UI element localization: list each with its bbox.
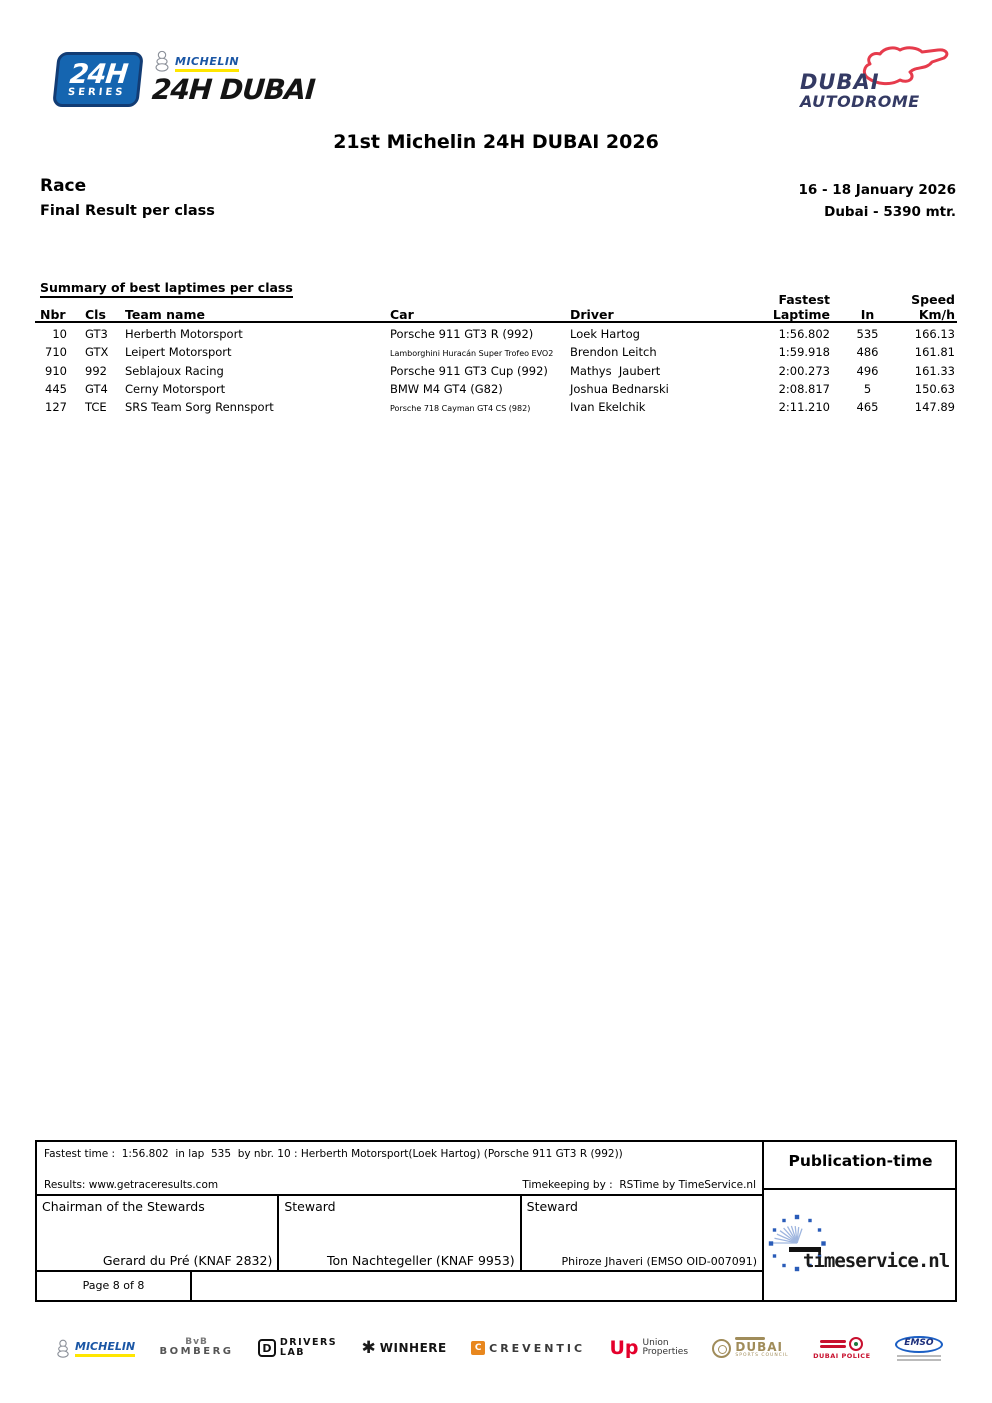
cell-in-lap: 5 bbox=[863, 382, 872, 396]
drivers-lab-line2: LAB bbox=[279, 1347, 306, 1358]
union-properties-line1: Union bbox=[642, 1337, 669, 1348]
bomberg-mark: BvB bbox=[185, 1337, 208, 1348]
col-header-kmh: Km/h bbox=[918, 307, 955, 322]
cell-in-lap: 486 bbox=[856, 345, 879, 359]
event-title: 21st Michelin 24H DUBAI 2026 bbox=[333, 131, 659, 153]
sponsor-winhere bbox=[362, 1338, 447, 1358]
cell-speed: 161.33 bbox=[914, 364, 955, 378]
session-label: Race bbox=[40, 176, 87, 196]
emso-subtext-decoration bbox=[897, 1355, 941, 1357]
cell-driver: Brendon Leitch bbox=[570, 345, 657, 359]
page-number: Page 8 of 8 bbox=[37, 1272, 192, 1300]
creventic-icon: C bbox=[471, 1341, 485, 1355]
table-row bbox=[35, 345, 957, 363]
cell-nbr: 445 bbox=[45, 382, 67, 396]
track-length: Dubai - 5390 mtr. bbox=[824, 204, 956, 220]
section-title: Summary of best laptimes per class bbox=[40, 280, 293, 298]
michelin-man-icon bbox=[55, 1339, 71, 1358]
cell-driver: Ivan Ekelchik bbox=[570, 400, 646, 414]
cell-driver: Joshua Bednarski bbox=[570, 382, 669, 396]
24h-series-logo-subtext: SERIES bbox=[67, 86, 127, 98]
publication-time-label: Publication-time bbox=[764, 1142, 957, 1190]
dubai-police-emblem bbox=[820, 1337, 863, 1351]
michelin-man-icon bbox=[152, 50, 172, 72]
cell-nbr: 910 bbox=[45, 364, 67, 378]
steward-name: Phiroze Jhaveri (EMSO OID-007091) bbox=[561, 1255, 757, 1268]
col-header-fastest: Fastest bbox=[778, 292, 830, 307]
dubai-sports-council-name: DUBAI bbox=[735, 1340, 784, 1355]
dubai-sports-council-sub: SPORTS COUNCIL bbox=[735, 1352, 789, 1358]
michelin-24h-dubai-logo bbox=[152, 50, 315, 106]
col-header-nbr: Nbr bbox=[40, 307, 66, 322]
col-header-in: In bbox=[860, 307, 875, 322]
col-header-team: Team name bbox=[125, 307, 205, 322]
cell-car: Porsche 911 GT3 Cup (992) bbox=[390, 364, 548, 378]
cell-laptime: 1:59.918 bbox=[778, 345, 830, 359]
cell-driver: Mathys Jaubert bbox=[570, 364, 661, 378]
michelin-wordmark: MICHELIN bbox=[175, 55, 239, 72]
cell-team: Cerny Motorsport bbox=[125, 382, 226, 396]
cell-nbr: 127 bbox=[45, 400, 67, 414]
table-row bbox=[35, 400, 957, 418]
24h-series-logo bbox=[52, 52, 144, 107]
table-row bbox=[35, 327, 957, 345]
union-properties-label bbox=[643, 1339, 688, 1358]
24h-series-logo-text: 24H bbox=[68, 58, 129, 90]
dubai-police-badge-icon bbox=[849, 1337, 863, 1351]
cell-class: TCE bbox=[85, 400, 107, 414]
cell-car: BMW M4 GT4 (G82) bbox=[390, 382, 503, 396]
cell-driver: Loek Hartog bbox=[570, 327, 640, 341]
publication-box bbox=[762, 1142, 957, 1300]
steward-role: Chairman of the Stewards bbox=[42, 1199, 205, 1214]
cell-car: Porsche 718 Cayman GT4 CS (982) bbox=[390, 404, 531, 413]
sponsor-drivers-lab bbox=[258, 1338, 337, 1359]
drivers-lab-label bbox=[280, 1338, 337, 1359]
cell-in-lap: 535 bbox=[856, 327, 879, 341]
cell-in-lap: 465 bbox=[856, 400, 879, 414]
footer-info-area bbox=[37, 1142, 762, 1194]
sponsor-dubai-police bbox=[813, 1337, 870, 1360]
timekeeping-credit: Timekeeping by : RSTime by TimeService.nl bbox=[522, 1179, 756, 1191]
cell-team: Leipert Motorsport bbox=[125, 345, 232, 359]
cell-class: 992 bbox=[85, 364, 107, 378]
cell-laptime: 2:11.210 bbox=[778, 400, 830, 414]
arabic-script-decoration bbox=[820, 1340, 846, 1348]
results-url: Results: www.getraceresults.com bbox=[44, 1179, 219, 1191]
cell-in-lap: 496 bbox=[856, 364, 879, 378]
cell-speed: 147.89 bbox=[914, 400, 955, 414]
steward-cell bbox=[522, 1196, 762, 1270]
page-number-row bbox=[37, 1272, 762, 1300]
emso-subtext-decoration bbox=[897, 1359, 941, 1361]
stewards-signature-table bbox=[37, 1194, 762, 1272]
table-row bbox=[35, 382, 957, 400]
dubai-police-label: DUBAI POLICE bbox=[813, 1351, 871, 1360]
creventic-label: CREVENTIC bbox=[489, 1341, 586, 1355]
cell-car: Lamborghini Huracán Super Trofeo EVO2 bbox=[390, 349, 554, 358]
cell-class: GT3 bbox=[85, 327, 108, 341]
steward-cell bbox=[279, 1196, 521, 1270]
union-properties-mark: Up bbox=[609, 1337, 639, 1359]
col-header-driver: Driver bbox=[570, 307, 614, 322]
steward-name: Ton Nachtegeller (KNAF 9953) bbox=[327, 1253, 515, 1268]
col-header-cls: Cls bbox=[85, 307, 106, 322]
report-type-label: Final Result per class bbox=[40, 203, 215, 219]
cell-speed: 166.13 bbox=[914, 327, 955, 341]
drivers-lab-line1: DRIVERS bbox=[279, 1336, 338, 1348]
col-header-laptime: Laptime bbox=[772, 307, 830, 322]
cell-car: Porsche 911 GT3 R (992) bbox=[390, 327, 534, 341]
steward-name: Gerard du Pré (KNAF 2832) bbox=[102, 1253, 273, 1268]
steward-role: Steward bbox=[284, 1199, 336, 1214]
event-date: 16 - 18 January 2026 bbox=[798, 182, 956, 198]
winhere-label: WINHERE bbox=[379, 1341, 447, 1355]
sponsor-emso bbox=[895, 1336, 943, 1361]
steward-cell bbox=[37, 1196, 279, 1270]
dubai-autodrome-logo bbox=[800, 44, 952, 110]
emso-oval-icon bbox=[895, 1336, 943, 1353]
dubai-autodrome-wordmark bbox=[800, 72, 920, 110]
drivers-lab-icon: D bbox=[258, 1339, 276, 1357]
dubai-autodrome-line1: DUBAI bbox=[800, 70, 880, 95]
sponsor-michelin bbox=[55, 1339, 135, 1358]
table-row bbox=[35, 364, 957, 382]
sponsor-creventic bbox=[471, 1341, 585, 1355]
24h-dubai-wordmark: 24H DUBAI bbox=[150, 73, 316, 106]
emso-label: EMSO bbox=[904, 1338, 934, 1349]
steward-role: Steward bbox=[526, 1199, 578, 1214]
dubai-autodrome-line2: AUTODROME bbox=[800, 91, 920, 111]
dubai-sports-council-label bbox=[735, 1337, 788, 1358]
sponsor-strip bbox=[55, 1328, 943, 1368]
sponsor-union-properties bbox=[610, 1337, 689, 1359]
michelin-brand-row bbox=[152, 50, 315, 72]
timeservice-logo bbox=[764, 1190, 957, 1300]
sponsor-dubai-sports-council bbox=[712, 1337, 788, 1358]
col-header-car: Car bbox=[390, 307, 414, 322]
cell-laptime: 2:08.817 bbox=[778, 382, 830, 396]
cell-team: Seblajoux Racing bbox=[125, 364, 224, 378]
cell-class: GT4 bbox=[85, 382, 108, 396]
sponsor-bomberg bbox=[160, 1338, 234, 1358]
bomberg-label: BOMBERG bbox=[159, 1346, 234, 1358]
timeservice-wordmark: timeservice.nl bbox=[802, 1250, 949, 1272]
col-header-speed: Speed bbox=[911, 292, 955, 307]
cell-team: SRS Team Sorg Rennsport bbox=[125, 400, 274, 414]
table-header-row bbox=[35, 292, 957, 323]
cell-nbr: 710 bbox=[45, 345, 67, 359]
fastest-time-summary: Fastest time : 1:56.802 in lap 535 by nbr. 10 : Herberth Motorsport(Loek Hartog) (Porsche 911 GT3 R (992)) bbox=[44, 1148, 623, 1160]
cell-team: Herberth Motorsport bbox=[125, 327, 243, 341]
winhere-star-icon: ✱ bbox=[361, 1338, 376, 1358]
michelin-label: MICHELIN bbox=[75, 1340, 135, 1357]
cell-speed: 150.63 bbox=[914, 382, 955, 396]
cell-nbr: 10 bbox=[52, 327, 67, 341]
dubai-sports-council-icon bbox=[712, 1339, 731, 1358]
timeservice-clock-icon bbox=[767, 1207, 955, 1283]
union-properties-line2: Properties bbox=[642, 1347, 689, 1357]
cell-laptime: 2:00.273 bbox=[778, 364, 830, 378]
cell-class: GTX bbox=[85, 345, 109, 359]
cell-speed: 161.81 bbox=[914, 345, 955, 359]
cell-laptime: 1:56.802 bbox=[778, 327, 830, 341]
footer-block bbox=[35, 1140, 957, 1302]
